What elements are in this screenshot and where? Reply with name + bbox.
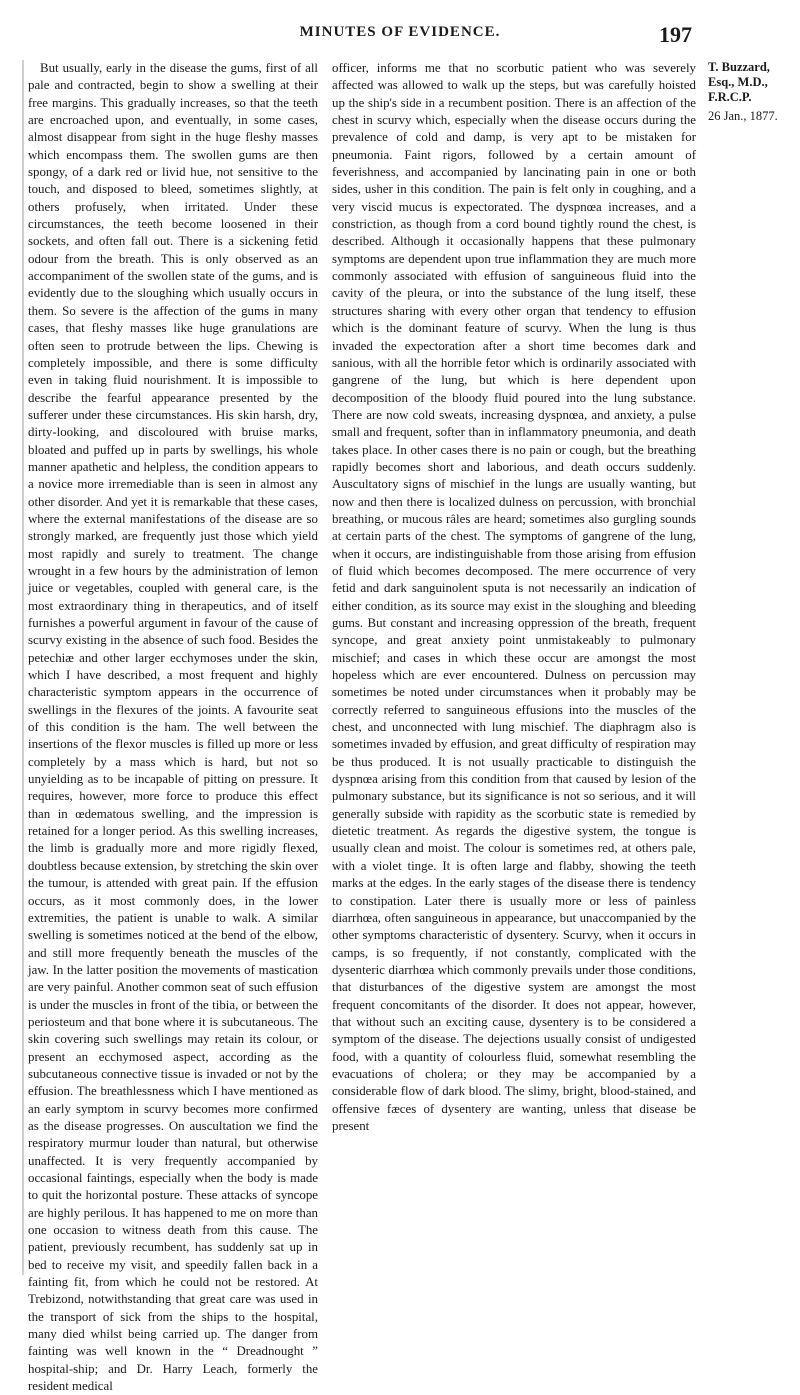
right-column-text: officer, informs me that no scorbutic patient who was severely affected was allowed to walk up the steps, but was carefully hoisted up the ship's side in a recumbent position. There is an affection of the chest in scurvy which, especially when the disease occurs during the prevalence of cold and damp, is very apt to be mistaken for pneumonia. Faint rigors, followed by a certain amount of feverishness, and accompanied by lancinating pain in one or both sides, usher in this condition. The pain is felt only in coughing, and a very viscid mucus is expectorated. The dyspnœa increases, and a constriction, as though from a cord bound tightly round the chest, is described. Although it occasionally happens that these pulmonary symptoms are dependent upon true inflammation they are much more commonly associated with effusion of sanguineous fluid into the cavity of the pleura, or into the substance of the lung itself, these structures sharing with every other organ that tendency to effusion which is the dominant feature of scurvy. When the lung is thus invaded the expectoration after a short time becomes dark and sanious, with all the horrible fetor which is ordinarily associated with gangrene of the lung, but which is here dependent upon decomposition of the bloody fluid poured into the lung substance. There are now cold sweats, increasing dyspnœa, and anxiety, a pulse small and frequent, softer than in inflammatory pneumonia, and death takes place. In other cases there is no pain or cough, but the breathing rapidly becomes short and laborious, and death occurs suddenly. Auscultatory signs of mischief in the lungs are usually wanting, but now and then there is localized dulness on percussion, with bronchial breathing, or mucous râles are heard; sometimes also gurgling sounds at certain parts of the chest. The symptoms of gangrene of the lung, when it occurs, are indistinguishable from those arising from effusion of fluid which becomes decomposed. The mere occurrence of very fetid and dark sanguinolent sputa is not necessarily an indication of either condition, as its source may exist in the sloughing and bleeding gums. But constant and increasing oppression of the breath, frequent syncope, and great anxiety point unmistakeably to pulmonary mischief; and cases in which these occur are amongst the most hopeless which are ever encountered. Dulness on percussion may sometimes be noted under circumstances when it probably may be correctly referred to sanguineous effusions into the muscles of the chest, and unconnected with lung mischief. The diaphragm also is sometimes invaded by effusion, and great difficulty of respiration may be thus produced. It is not usually practicable to distinguish the dyspnœa arising from this condition from that caused by lesion of the pulmonary substance, but its significance is not so serious, and it will generally subside with rapidity as the scorbutic state is remedied by dietetic treatment. As regards the digestive system, the tongue is usually clean and moist. The colour is sometimes red, at others pale, with a violet tinge. It is often large and flabby, showing the teeth marks at the edges. In the early stages of the disease there is tendency to constipation. Later there is usually more or less of painless diarrhœa, often sanguineous in appearance, but unaccompanied by the other symptoms characteristic of dysentery. Scurvy, when it occurs in camps, is so frequently, if not constantly, complicated with the dysenteric diarrhœa which commonly prevails under those conditions, that disturbances of the digestive system are amongst the most frequent concomitants of the disorder. It does not appear, however, that without such an exciting cause, dysentery is to be considered a symptom of the disease. The dejections usually consist of undigested food, with a quantity of colourless fluid, somewhat resembling the evacuations of cholera; or they may be accompanied by a considerable flow of dark blood. The slimy, bright, blood-stained, and offensive fæces of dysentery are wanting, unless that disease be present <box>332 61 696 1133</box>
running-title: MINUTES OF EVIDENCE. <box>299 24 501 40</box>
left-column-text: But usually, early in the disease the gums, first of all pale and contracted, begin to show a swelling at their free margins. This gradually increases, so that the teeth are encroached upon, and eventually, in some cases, almost disappear from sight in the huge fleshy masses which encompass them. The swollen gums are then spongy, of a dark red or livid hue, not sensitive to the touch, and disposed to bleed, sometimes slightly, at others profusely, when irritated. Under these circumstances, the teeth become loosened in their sockets, and often fall out. There is a sickening fetid odour from the breath. This is only observed as an accompaniment of the swollen state of the gums, and is evidently due to the sloughing which usually occurs in them. So severe is the affection of the gums in many cases, that fleshy masses like huge granulations are often seen to protrude between the lips. Chewing is completely impossible, and there is some difficulty even in taking fluid nourishment. It is impossible to describe the fearful appearance presented by the sufferer under these circumstances. His skin harsh, dry, dirty-looking, and discoloured with bruise marks, bloated and puffed up in parts by swellings, his whole manner apathetic and helpless, the condition appears to a novice more irremediable than is seen in almost any other disorder. And yet it is remarkable that these cases, where the external manifestations of the disease are so strongly marked, are frequently just those which yield most rapidly and surely to treatment. The change wrought in a few hours by the administration of lemon juice or vegetables, coupled with general care, is the most extraordinary thing in therapeutics, and of itself furnishes a powerful argument in favour of the cause of scurvy existing in the absence of such food. Besides the petechiæ and other larger ecchymoses under the skin, which I have described, a most frequent and highly characteristic symptom appears in the occurrence of swellings in the flexures of the joints. A favourite seat of this condition is the ham. The well between the insertions of the flexor muscles is filled up more or less completely by a mass which is hard, but not so unyielding as to be incapable of pitting on pressure. It requires, however, more force to produce this effect than in œdematous swelling, and the impression is retained for a longer period. As this swelling increases, the limb is gradually more and more rigidly flexed, doubtless because extension, by stretching the skin over the tumour, is attended with great pain. If the effusion occurs, as it most commonly does, in the lower extremities, the patient is unable to walk. A similar swelling is sometimes noticed at the bend of the elbow, and still more frequently beneath the muscles of the jaw. In the latter position the movements of mastication are very painful. Another common seat of such effusion is under the muscles in front of the tibia, or between the periosteum and that bone where it is subcutaneous. The skin covering such swellings may retain its colour, or present an ecchymosed aspect, according as the subcutaneous connective tissue is invaded or not by the effusion. The breathlessness which I have mentioned as an early symptom in scurvy becomes more confirmed as the disease progresses. On auscultation we find the respiratory murmur louder than natural, but otherwise unaffected. It is very frequently accompanied by occasional faintings, especially when the body is made to quit the horizontal posture. These attacks of syncope are highly perilous. It has happened to me on more than one occasion to witness death from this cause. The patient, previously recumbent, has suddenly sat up in bed to receive my visit, and speedily fallen back in a fainting fit, from which he could not be restored. At Trebizond, notwithstanding that great care was used in the transport of sick from the ships to the hospital, many died whilst being carried up. The danger from fainting was well known in the “ Dreadnought ” hospital-ship; and Dr. Harry Leach, formerly the resident medical <box>28 61 318 1394</box>
evidence-date: 26 Jan., 1877. <box>708 109 778 123</box>
margin-note <box>708 60 796 124</box>
page-number: 197 <box>659 22 692 47</box>
page-header <box>0 22 800 52</box>
witness-name: T. Buzzard, Esq., M.D., F.R.C.P. <box>708 60 770 104</box>
right-column <box>332 60 696 1275</box>
left-column <box>22 60 318 1394</box>
